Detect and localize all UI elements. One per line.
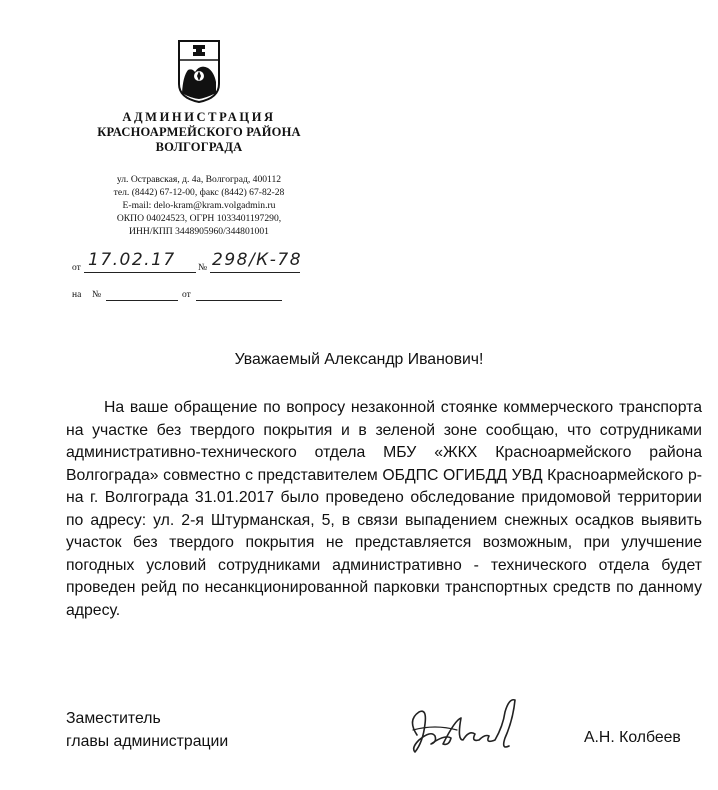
handwritten-signature-icon <box>405 690 535 765</box>
on-label: на <box>72 290 82 300</box>
handwritten-number: 298/К-78 <box>212 250 303 270</box>
org-line-2: КРАСНОАРМЕЙСКОГО РАЙОНА <box>97 125 301 139</box>
on-from-label: от <box>182 290 191 300</box>
on-number-blank <box>106 300 178 301</box>
organization-name <box>60 110 338 155</box>
org-line-3: ВОЛГОГРАДА <box>155 140 243 154</box>
signatory-title-line-2: главы администрации <box>66 733 229 750</box>
handwritten-date: 17.02.17 <box>88 250 176 270</box>
signatory-title-line-1: Заместитель <box>66 710 161 727</box>
date-underline <box>84 272 196 273</box>
greeting: Уважаемый Александр Иванович! <box>234 351 484 368</box>
address-line: ул. Остравская, д. 4а, Волгоград, 400112 <box>116 174 282 185</box>
inn-kpp-line: ИНН/КПП 3448905960/344801001 <box>129 226 269 237</box>
phone-fax-line: тел. (8442) 67-12-00, факс (8442) 67-82-28 <box>113 187 285 198</box>
from-label: от <box>72 263 81 273</box>
number-label: № <box>198 263 208 273</box>
okpo-ogrn-line: ОКПО 04024523, ОГРН 1033401197290, <box>116 213 282 224</box>
letter-body: На ваше обращение по вопросу незаконной стоянке коммерческого транспорта на участке без твердого покрытия и в зеленой зоне сообщаю, что сотрудниками административно-технического отдела МБУ «ЖКХ Красноармейского района Волгограда» совместно с представителем ОБДПС ОГИБДД УВД Красноармейского р-на г. Волгограда 31.01.2017 было проведено обследование придомовой территории по адресу: ул. 2-я Штурманская, 5, в связи выпадением снежных осадков выявить участок без твердого покрытия не представляется возможным, при улучшение погодных условий сотрудниками административно - технического отдела будет проведен рейд по несанкционированной парковки транспортных средств по данному адресу. <box>66 399 702 619</box>
on-number-label: № <box>92 290 102 300</box>
on-date-blank <box>196 300 282 301</box>
signatory-title <box>66 707 228 753</box>
volgograd-coat-of-arms-icon <box>176 38 222 104</box>
organization-address <box>60 173 338 238</box>
number-underline <box>210 272 300 273</box>
org-line-1: АДМИНИСТРАЦИЯ <box>122 110 276 124</box>
email-line: E-mail: delo-kram@kram.volgadmin.ru <box>122 200 276 211</box>
signatory-name: А.Н. Колбеев <box>584 729 681 746</box>
